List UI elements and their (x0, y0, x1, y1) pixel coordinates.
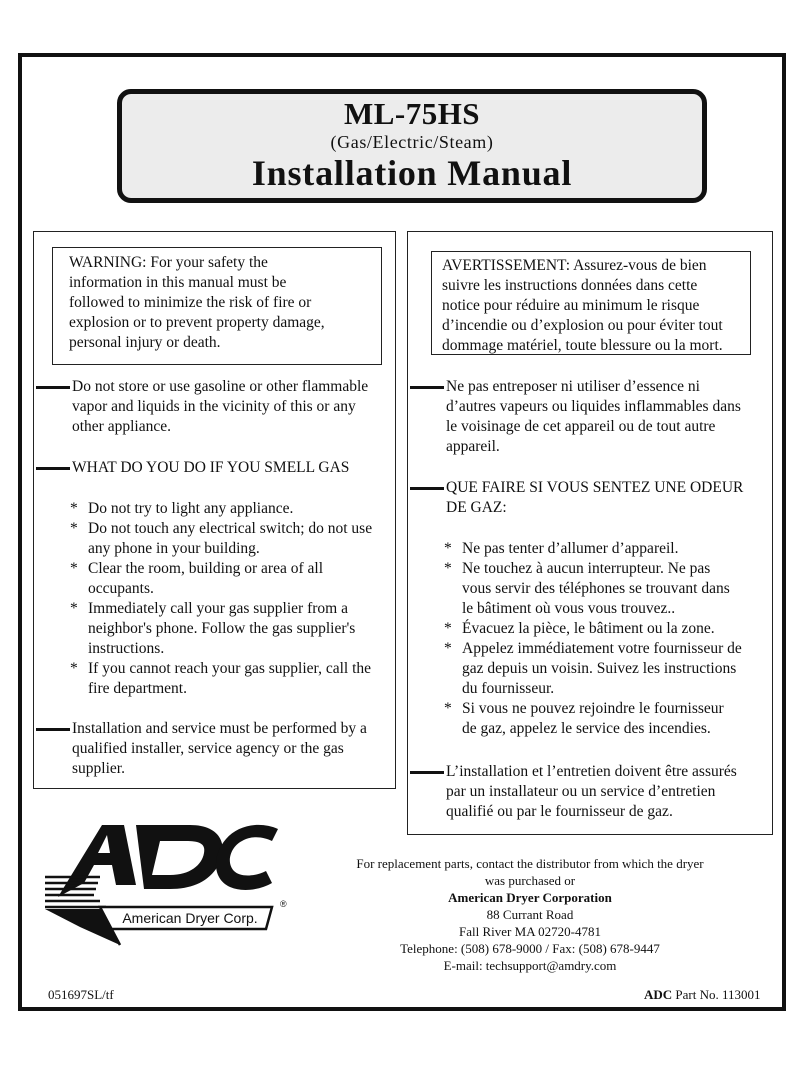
contact-email: E-mail: techsupport@amdry.com (443, 958, 617, 973)
item-line: qualified installer, service agency or the gas (72, 740, 344, 757)
warning-line: d’incendie ou d’explosion ou pour éviter tout (442, 317, 723, 334)
warning-line: WARNING: For your safety the (69, 254, 268, 271)
warning-line: followed to minimize the risk of fire or (69, 294, 312, 311)
warning-line: information in this manual must be (69, 274, 287, 291)
list-item: * Si vous ne pouvez rejoindre le fournisseur de gaz, appelez le service des incendies. (444, 700, 724, 737)
item-line: d’autres vapeurs ou liquides inflammables dans (446, 398, 741, 415)
french-installation-item (410, 762, 772, 822)
logo-company-name: American Dryer Corp. (122, 910, 258, 926)
model-title: ML-75HS (343, 96, 481, 131)
doc-code: 051697SL/tf (48, 987, 114, 1002)
contact-line: was purchased or (484, 873, 576, 888)
item-line: par un installateur ou un service d’entretien (446, 783, 716, 800)
contact-city: Fall River MA 02720-4781 (459, 924, 601, 939)
item-line: Ne pas entreposer ni utiliser d’essence ni (410, 377, 768, 397)
warning-line: notice pour réduire au minimum le risque (442, 297, 700, 314)
english-smell-gas-heading (36, 458, 391, 478)
item-line: supplier. (72, 760, 125, 777)
english-installation-item (36, 719, 394, 779)
registered-mark: ® (280, 899, 287, 909)
item-line: vapor and liquids in the vicinity of this or any (72, 398, 356, 415)
list-item: * Do not try to light any appliance. (70, 500, 294, 517)
warning-line: suivre les instructions données dans cette (442, 277, 698, 294)
list-item: * Évacuez la pièce, le bâtiment ou la zone. (444, 620, 715, 637)
manual-title: Installation Manual (251, 153, 573, 193)
item-line: Installation and service must be performed by a (36, 719, 394, 739)
heading-line: QUE FAIRE SI VOUS SENTEZ UNE ODEUR (410, 478, 768, 498)
item-line: Do not store or use gasoline or other flammable (36, 377, 391, 397)
heading-line: DE GAZ: (446, 499, 507, 516)
logo-letter-d (136, 825, 223, 889)
list-item: * Ne pas tenter d’allumer d’appareil. (444, 540, 679, 557)
model-subtitle: (Gas/Electric/Steam) (330, 132, 494, 152)
french-warning-box (431, 251, 751, 355)
list-item: * If you cannot reach your gas supplier, call the fire department. (70, 660, 372, 697)
logo-letter-c (216, 825, 278, 890)
list-item: * Clear the room, building or area of all occupants. (70, 560, 324, 597)
item-line: le voisinage de cet appareil ou de tout autre (446, 418, 716, 435)
item-line: qualifié ou par le fournisseur de gaz. (446, 803, 673, 820)
adc-logo (40, 817, 290, 952)
contact-info (330, 855, 730, 974)
english-no-gasoline-item (36, 377, 391, 437)
english-safety-panel (33, 231, 396, 789)
part-number: ADC Part No. 113001 (644, 987, 761, 1002)
list-item: * Appelez immédiatement votre fournisseur de gaz depuis un voisin. Suivez les instructions du fournisseur. (444, 640, 742, 697)
list-item: * Do not touch any electrical switch; do not use any phone in your building. (70, 520, 373, 557)
item-line: appareil. (446, 438, 500, 455)
french-safety-panel (407, 231, 773, 835)
contact-street: 88 Currant Road (486, 907, 574, 922)
french-no-gasoline-item (410, 377, 768, 457)
english-warning-box (52, 247, 382, 365)
title-box (117, 89, 707, 203)
contact-phone: Telephone: (508) 678-9000 / Fax: (508) 678-9447 (400, 941, 660, 956)
logo-letter-a (58, 825, 136, 897)
french-smell-gas-heading (410, 478, 768, 518)
heading-line: WHAT DO YOU DO IF YOU SMELL GAS (36, 458, 391, 478)
item-line: other appliance. (72, 418, 171, 435)
item-line: L’installation et l’entretien doivent être assurés (410, 762, 772, 782)
english-gas-steps-list (34, 499, 392, 699)
warning-line: personal injury or death. (69, 334, 221, 351)
warning-line: AVERTISSEMENT: Assurez-vous de bien (442, 257, 707, 274)
warning-line: explosion or to prevent property damage, (69, 314, 325, 331)
contact-line: For replacement parts, contact the distributor from which the dryer (356, 856, 704, 871)
french-gas-steps-list (408, 539, 770, 739)
list-item: * Ne touchez à aucun interrupteur. Ne pas vous servir des téléphones se trouvant dans le bâtiment où vous vous trouvez.. (444, 560, 730, 617)
contact-company: American Dryer Corporation (448, 890, 612, 905)
warning-line: dommage matériel, toute blessure ou la mort. (442, 337, 723, 354)
list-item: * Immediately call your gas supplier from a neighbor's phone. Follow the gas supplier's instructions. (70, 600, 356, 657)
